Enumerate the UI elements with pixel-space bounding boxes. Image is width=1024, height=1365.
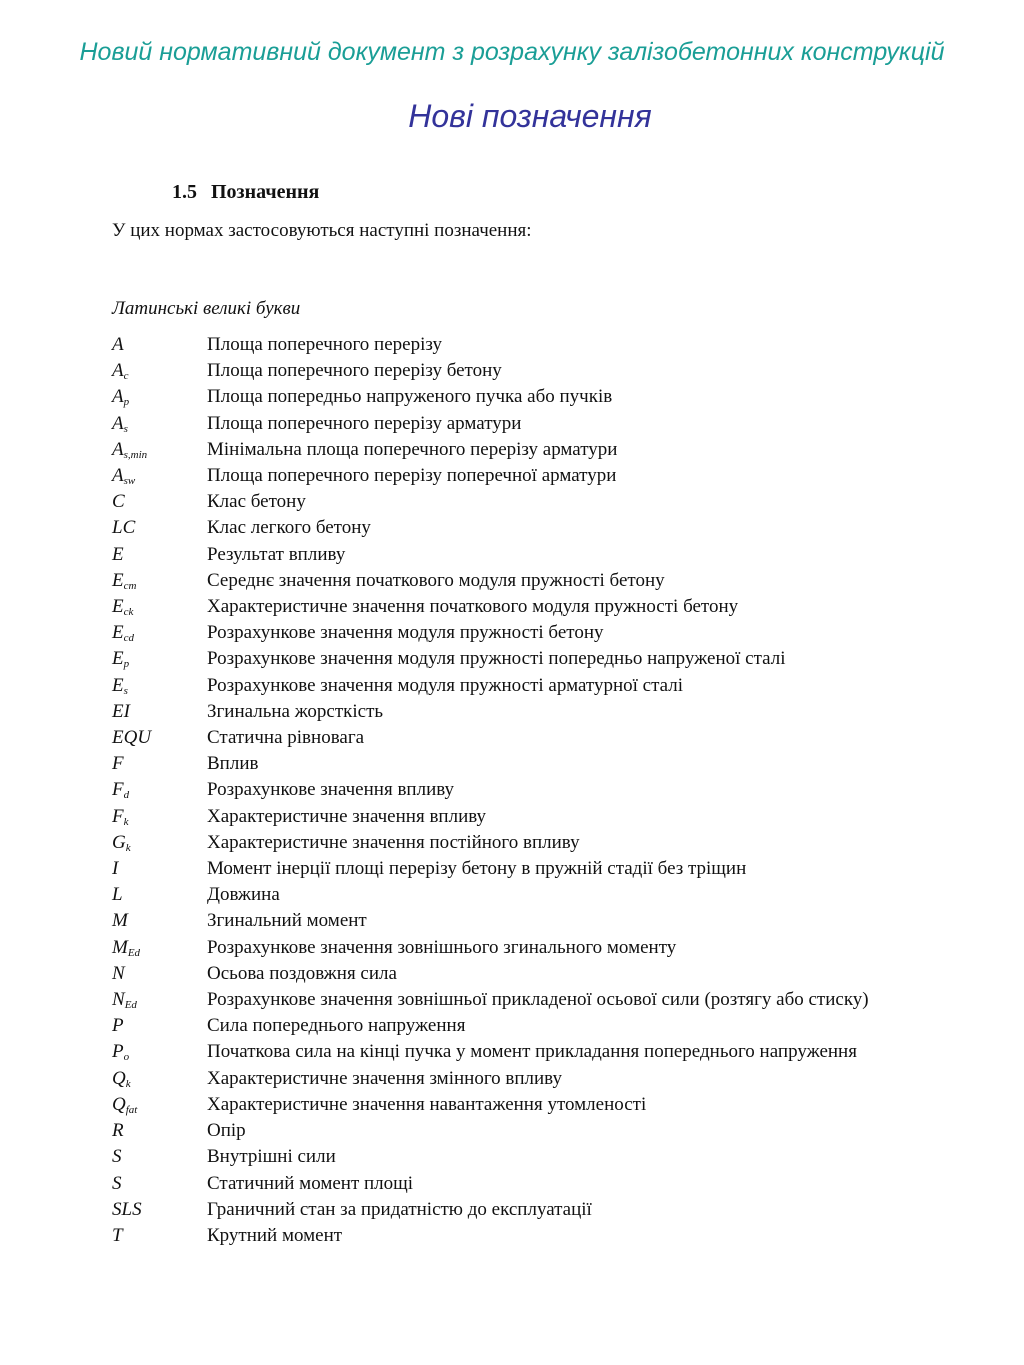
symbol-subscript: p: [123, 658, 130, 671]
symbol-row: [112, 673, 892, 699]
symbol-row: [112, 411, 892, 437]
symbol-notation: [112, 908, 207, 934]
symbol-notation: [112, 1039, 207, 1065]
symbol-row: [112, 646, 892, 672]
symbol-subscript: cm: [123, 579, 137, 592]
symbol-description: Статична рівновага: [207, 727, 365, 749]
symbol-notation: [112, 830, 207, 856]
symbol-subscript: fat: [125, 1103, 138, 1116]
symbol-notation: [112, 620, 207, 646]
intro-paragraph: У цих нормах застосовуються наступні позначення:: [112, 220, 532, 241]
symbol-base: N: [112, 989, 125, 1011]
symbol-base: F: [112, 779, 124, 801]
symbol-description: Вплив: [207, 753, 259, 775]
symbol-notation: [112, 751, 207, 777]
symbol-base: Q: [112, 1093, 126, 1115]
symbol-description: Площа поперечного перерізу арматури: [207, 412, 522, 434]
symbol-description: Статичний момент площі: [207, 1172, 414, 1194]
symbol-base: SLS: [112, 1198, 142, 1220]
symbol-row: [112, 1197, 892, 1223]
symbol-notation: [112, 489, 207, 515]
symbol-row: [112, 1092, 892, 1118]
symbol-base: E: [112, 543, 124, 565]
symbol-row: [112, 1039, 892, 1065]
symbol-description: Розрахункове значення зовнішнього згинального моменту: [207, 936, 677, 958]
group-heading: Латинські великі букви: [112, 298, 301, 319]
symbol-description: Розрахункове значення впливу: [207, 779, 455, 801]
symbol-description: Характеристичне значення змінного впливу: [207, 1067, 562, 1089]
symbol-base: A: [112, 386, 124, 408]
symbol-notation: [112, 804, 207, 830]
symbol-subscript: k: [125, 1077, 131, 1090]
symbol-notation: [112, 568, 207, 594]
slide-title: Нові позначення: [408, 98, 652, 134]
symbol-base: P: [112, 1015, 124, 1037]
symbol-description: Момент інерції площі перерізу бетону в пружній стадії без тріщин: [207, 858, 747, 880]
symbol-description: Клас бетону: [207, 491, 306, 513]
symbol-base: A: [112, 438, 124, 460]
symbol-base: E: [112, 622, 124, 644]
symbol-base: E: [112, 674, 124, 696]
section-number: 1.5: [172, 181, 197, 203]
symbol-row: [112, 961, 892, 987]
symbol-base: S: [112, 1146, 122, 1168]
symbol-row: [112, 725, 892, 751]
symbol-row: [112, 830, 892, 856]
symbol-row: [112, 568, 892, 594]
symbol-description: Граничний стан за придатністю до експлуатації: [207, 1198, 592, 1220]
symbol-notation: [112, 1197, 207, 1223]
symbol-notation: [112, 935, 207, 961]
section-title: Позначення: [211, 181, 320, 203]
symbol-description: Розрахункове значення модуля пружності бетону: [207, 622, 604, 644]
symbol-row: [112, 620, 892, 646]
symbol-notation: [112, 1092, 207, 1118]
symbol-notation: [112, 463, 207, 489]
symbol-notation: [112, 1171, 207, 1197]
symbol-base: T: [112, 1224, 123, 1246]
symbol-description: Початкова сила на кінці пучка у момент прикладання попереднього напруження: [207, 1041, 857, 1063]
symbol-row: [112, 935, 892, 961]
symbol-row: [112, 856, 892, 882]
symbol-base: N: [112, 962, 125, 984]
symbol-subscript: Ed: [124, 999, 137, 1012]
symbol-notation: [112, 1223, 207, 1249]
symbol-description: Площа поперечного перерізу поперечної арматури: [207, 465, 617, 487]
symbol-description: Характеристичне значення впливу: [207, 805, 487, 827]
symbol-notation: [112, 332, 207, 358]
symbol-subscript: s: [123, 422, 128, 435]
symbol-base: A: [112, 334, 124, 355]
symbol-base: M: [112, 910, 128, 932]
symbol-row: [112, 804, 892, 830]
symbol-base: G: [112, 831, 126, 853]
symbol-notation: [112, 777, 207, 803]
symbol-description: Розрахункове значення модуля пружності арматурної сталі: [207, 674, 683, 696]
symbol-description: Характеристичне значення початкового модуля пружності бетону: [207, 596, 739, 618]
symbol-row: [112, 1144, 892, 1170]
symbol-base: P: [112, 1041, 124, 1063]
symbol-row: [112, 594, 892, 620]
symbol-description: Площа попередньо напруженого пучка або пучків: [207, 386, 613, 408]
symbol-description: Характеристичне значення навантаження утомленості: [207, 1093, 647, 1115]
symbol-description: Внутрішні сили: [207, 1146, 336, 1168]
symbol-notation: [112, 594, 207, 620]
symbol-notation: [112, 961, 207, 987]
symbol-base: I: [112, 858, 119, 880]
symbol-subscript: ck: [123, 606, 134, 619]
symbol-description: Розрахункове значення модуля пружності попередньо напруженої сталі: [207, 648, 786, 670]
symbol-notation: [112, 673, 207, 699]
symbol-description: Мінімальна площа поперечного перерізу арматури: [207, 438, 618, 460]
symbol-subscript: p: [123, 396, 130, 409]
symbol-row: [112, 987, 892, 1013]
symbol-base: A: [112, 360, 124, 382]
symbol-subscript: o: [123, 1051, 130, 1064]
symbol-description: Довжина: [207, 884, 280, 906]
symbol-notation: [112, 856, 207, 882]
symbol-row: [112, 358, 892, 384]
symbol-description: Середнє значення початкового модуля пружності бетону: [207, 569, 665, 591]
symbol-row: [112, 1223, 892, 1249]
symbol-subscript: d: [123, 789, 130, 802]
symbol-base: E: [112, 648, 124, 670]
symbol-subscript: s: [123, 684, 128, 697]
symbol-notation: [112, 882, 207, 908]
symbol-base: C: [112, 491, 125, 513]
symbol-description: Площа поперечного перерізу: [207, 334, 442, 355]
section-heading: [172, 178, 892, 206]
symbol-row: [112, 751, 892, 777]
symbol-row: [112, 384, 892, 410]
symbol-base: L: [112, 884, 123, 906]
slide-subtitle: Новий нормативний документ з розрахунку залізобетонних конструкцій: [79, 38, 945, 66]
symbol-row: [112, 542, 892, 568]
symbol-base: S: [112, 1172, 122, 1194]
symbol-notation: [112, 437, 207, 463]
symbol-subscript: s,min: [123, 448, 148, 461]
symbol-row: [112, 332, 892, 358]
symbol-subscript: k: [123, 815, 129, 828]
symbol-notation: [112, 1013, 207, 1039]
symbol-base: A: [112, 465, 124, 487]
symbol-base: E: [112, 596, 124, 618]
symbol-base: EI: [112, 700, 130, 722]
symbol-row: [112, 882, 892, 908]
symbol-description: Крутний момент: [207, 1224, 343, 1246]
symbol-description: Згинальний момент: [207, 910, 367, 932]
symbol-notation: [112, 411, 207, 437]
symbol-base: F: [112, 805, 124, 827]
symbol-row: [112, 1013, 892, 1039]
symbol-notation: [112, 542, 207, 568]
symbol-notation: [112, 515, 207, 541]
symbols-list: [112, 332, 892, 1249]
symbol-subscript: cd: [123, 632, 134, 645]
symbol-base: EQU: [112, 727, 152, 749]
symbol-base: F: [112, 753, 124, 775]
symbol-notation: [112, 384, 207, 410]
symbol-description: Клас легкого бетону: [207, 517, 371, 539]
symbol-base: Q: [112, 1067, 126, 1089]
symbol-base: A: [112, 412, 124, 434]
symbol-notation: [112, 1066, 207, 1092]
symbol-description: Згинальна жорсткість: [207, 700, 384, 722]
symbol-notation: [112, 1144, 207, 1170]
symbol-row: [112, 1171, 892, 1197]
symbol-row: [112, 908, 892, 934]
symbol-description: Розрахункове значення зовнішньої прикладеної осьової сили (розтягу або стиску): [207, 989, 869, 1011]
symbol-description: Результат впливу: [207, 543, 346, 565]
symbol-description: Площа поперечного перерізу бетону: [207, 360, 502, 382]
symbol-notation: [112, 987, 207, 1013]
symbol-description: Сила попереднього напруження: [207, 1015, 466, 1037]
symbol-base: E: [112, 569, 124, 591]
symbol-base: R: [112, 1120, 124, 1142]
symbol-row: [112, 463, 892, 489]
symbol-notation: [112, 646, 207, 672]
symbol-base: M: [112, 936, 128, 958]
symbol-row: [112, 1066, 892, 1092]
symbol-row: [112, 1118, 892, 1144]
symbol-subscript: k: [125, 841, 131, 854]
symbol-description: Опір: [207, 1120, 246, 1142]
symbol-subscript: Ed: [127, 946, 141, 959]
symbol-subscript: c: [123, 370, 129, 383]
symbol-row: [112, 515, 892, 541]
symbol-subscript: sw: [123, 475, 136, 488]
symbol-notation: [112, 1118, 207, 1144]
symbol-row: [112, 437, 892, 463]
symbol-notation: [112, 725, 207, 751]
symbol-notation: [112, 699, 207, 725]
document-body: [112, 178, 892, 1249]
symbol-description: Осьова поздовжня сила: [207, 962, 397, 984]
symbol-row: [112, 489, 892, 515]
symbol-row: [112, 777, 892, 803]
symbol-description: Характеристичне значення постійного впливу: [207, 831, 580, 853]
symbol-notation: [112, 358, 207, 384]
symbol-row: [112, 699, 892, 725]
symbol-base: LC: [112, 517, 136, 539]
